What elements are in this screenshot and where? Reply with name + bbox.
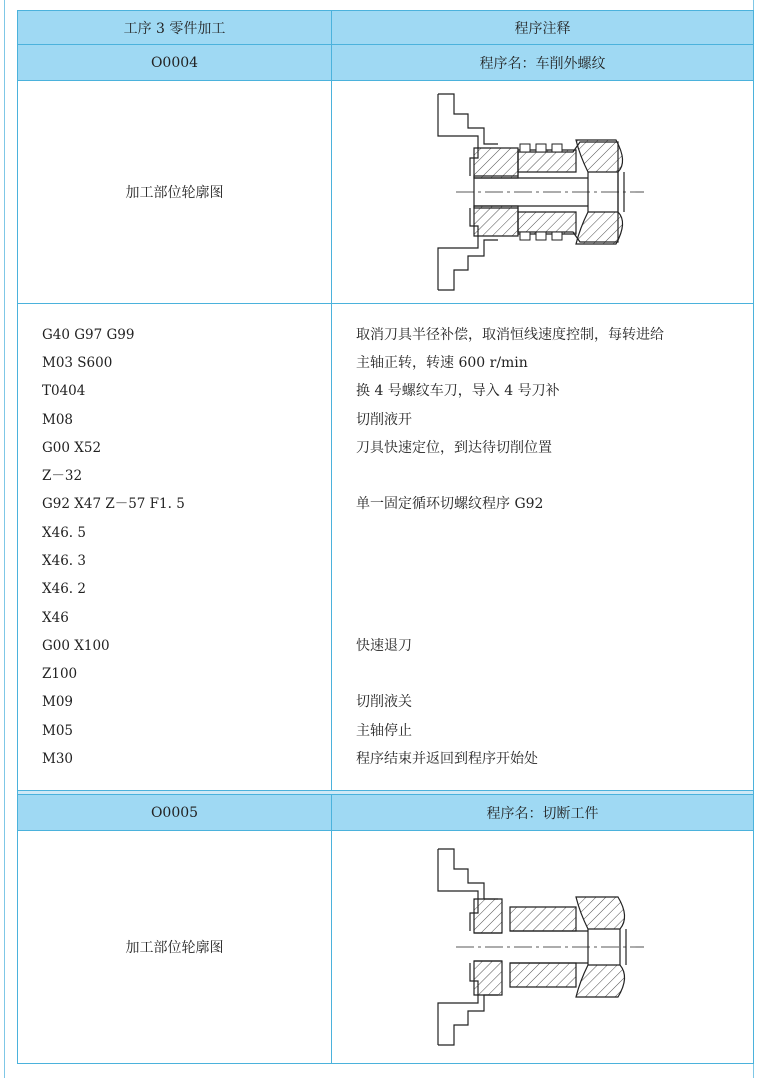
comment-line xyxy=(356,462,753,490)
table-header-row xyxy=(18,11,754,45)
code-line: T0404 xyxy=(42,383,86,400)
thread-part-drawing xyxy=(428,92,658,292)
program-table xyxy=(17,10,754,1064)
program-1-figure-label: 加工部位轮廓图 xyxy=(18,81,332,304)
comment-line: 主轴停止 xyxy=(356,722,412,739)
program-1-figure-cell xyxy=(332,81,754,304)
comment-line: 主轴正转，转速 600 r/min xyxy=(356,354,528,371)
code-line: Z100 xyxy=(42,666,78,683)
code-line: M08 xyxy=(42,411,74,428)
program-2-figure-label: 加工部位轮廓图 xyxy=(18,831,332,1064)
header-process: 工序 3 零件加工 xyxy=(18,11,332,45)
code-line: X46. 3 xyxy=(42,553,86,569)
program-2-figure-cell xyxy=(332,831,754,1064)
program-1-figure-row xyxy=(18,81,754,304)
program-1-name: 程序名：车削外螺纹 xyxy=(332,45,754,81)
code-line: M09 xyxy=(42,694,74,711)
comment-line: 切削液开 xyxy=(356,411,412,428)
code-line: G00 X52 xyxy=(42,439,102,456)
comment-line xyxy=(356,660,753,688)
program-2-number: O0005 xyxy=(18,795,332,831)
comment-line: 单一固定循环切螺纹程序 G92 xyxy=(356,496,544,513)
comment-line: 取消刀具半径补偿，取消恒线速度控制，每转进给 xyxy=(356,326,664,343)
comment-line: 快速退刀 xyxy=(356,637,412,654)
code-line: X46. 2 xyxy=(42,581,86,598)
comment-line: 换 4 号螺纹车刀，导入 4 号刀补 xyxy=(356,383,560,400)
code-line: X46 xyxy=(42,609,69,626)
comment-line xyxy=(356,519,753,547)
header-comment: 程序注释 xyxy=(332,11,754,45)
code-line: M30 xyxy=(42,751,74,768)
program-1-number: O0004 xyxy=(18,45,332,81)
program-1-code-list xyxy=(18,321,331,774)
program-1-comment-cell xyxy=(332,304,754,791)
comment-line: 程序结束并返回到程序开始处 xyxy=(356,751,538,768)
comment-line xyxy=(356,604,753,632)
code-line: M03 S600 xyxy=(42,354,113,371)
comment-line: 刀具快速定位，到达待切削位置 xyxy=(356,439,552,456)
code-line: G92 X47 Z－57 F1. 5 xyxy=(42,496,185,513)
comment-line xyxy=(356,547,753,575)
cutoff-part-drawing xyxy=(428,847,658,1047)
program-2-title-row xyxy=(18,795,754,831)
program-1-comment-list xyxy=(332,321,753,774)
code-line: G00 X100 xyxy=(42,637,110,654)
code-line: X46. 5 xyxy=(42,524,86,541)
comment-line: 切削液关 xyxy=(356,694,412,711)
program-1-code-cell xyxy=(18,304,332,791)
code-line: Z－32 xyxy=(42,468,83,485)
program-1-title-row xyxy=(18,45,754,81)
comment-line xyxy=(356,575,753,603)
code-line: G40 G97 G99 xyxy=(42,326,135,343)
program-1-code-row xyxy=(18,304,754,791)
program-2-figure-row xyxy=(18,831,754,1064)
code-line: M05 xyxy=(42,722,74,739)
program-2-name: 程序名：切断工件 xyxy=(332,795,754,831)
